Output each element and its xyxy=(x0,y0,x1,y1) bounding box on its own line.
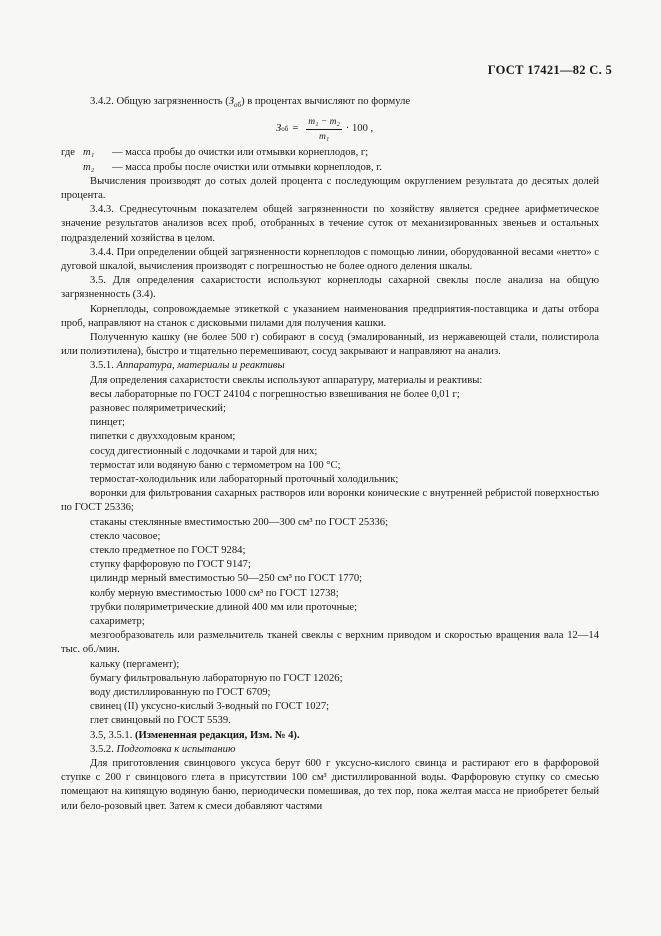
document-body xyxy=(61,95,599,814)
list-item: сахариметр; xyxy=(90,616,145,628)
list-item: бумагу фильтровальную лабораторную по ГОСТ 12026; xyxy=(90,672,343,684)
list-item: колбу мерную вместимостью 1000 см³ по ГОСТ 12738; xyxy=(90,587,339,599)
equipment-list xyxy=(61,388,599,729)
paragraph-pulp: Полученную кашку (не более 500 г) собирают в сосуд (эмалированный, из нержавеющей стали, полистирола или полиэтилена), быстро и тщательно перемешивают, сосуд закрывают и направляют на анализ. xyxy=(61,331,599,358)
list-item: стекло предметное по ГОСТ 9284; xyxy=(90,545,246,556)
section-3-5-1-intro: Для определения сахаристости свеклы используют аппаратуру, материалы и реактивы: xyxy=(90,374,483,386)
list-item: стекло часовое; xyxy=(90,530,161,542)
paragraph-roots: Корнеплоды, сопровождаемые этикеткой с указанием наименования предприятия-поставщика и даты отбора проб, направляют на станок с дисковыми пилами для получения кашки. xyxy=(61,303,599,329)
list-item: сосуд дигестионный с лодочками и тарой для них; xyxy=(90,445,318,457)
list-item: воду дистиллированную по ГОСТ 6709; xyxy=(90,687,271,699)
list-item: трубки поляриметрические длиной 400 мм или проточные; xyxy=(90,601,358,613)
section-3-4-4: 3.4.4. При определении общей загрязненности корнеплодов с помощью линии, оборудованной весами «нетто» с дуговой шкалой, вычисления производят с погрешностью не более одного деления шкалы. xyxy=(61,246,599,272)
paragraph-lead-acetate: Для приготовления свинцового уксуса берут 600 г уксусно-кислого свинца и растирают его в фарфоровой ступке с 200 г свинцового глета в присутствии 100 см³ дистиллированной воды. Фарфоровую ступку со смесью помещают на кипящую водяную баню, периодически помешивая, до тех пор, пока желтая масса не приобретет белый или бело-розовый цвет. Затем к смеси добавляют частями xyxy=(61,758,599,812)
section-3-5-1-heading: 3.5.1. Аппаратура, материалы и реактивы xyxy=(90,360,285,372)
where-m1: где m₁ — масса пробы до очистки или отмывки корнеплодов, г; xyxy=(61,147,369,159)
section-3-4-3: 3.4.3. Среднесуточным показателем общей загрязненности по хозяйству является среднее арифметическое значение результатов анализов всех проб, отобранных в течение суток от механизированных звеньев и остальных подразделений хозяйства в целом. xyxy=(61,204,599,244)
section-3-5: 3.5. Для определения сахаристости используют корнеплоды сахарной свеклы после анализа на общую загрязненность (3.4). xyxy=(61,275,599,301)
list-item: стаканы стеклянные вместимостью 200—300 см³ по ГОСТ 25336; xyxy=(90,516,389,528)
page-header: ГОСТ 17421—82 С. 5 xyxy=(487,63,612,77)
list-item: цилиндр мерный вместимостью 50—250 см³ по ГОСТ 1770; xyxy=(90,573,363,585)
formula-equals: = xyxy=(292,123,299,135)
list-item: термостат-холодильник или лабораторный проточный холодильник; xyxy=(90,473,399,485)
formula-lhs: З xyxy=(276,123,282,135)
section-3-4-2: 3.4.2. Общую загрязненность $(З_{об})$ в процентах вычисляют по формуле xyxy=(90,96,411,110)
formula-numerator: m₁ − m₂ xyxy=(306,115,342,130)
list-item: пипетки с двухходовым краном; xyxy=(90,431,236,443)
list-item: кальку (пергамент); xyxy=(90,658,180,670)
list-item: разновес поляриметрический; xyxy=(90,402,226,414)
list-item: весы лабораторные по ГОСТ 24104 с погрешностью взвешивания не более 0,01 г; xyxy=(90,388,460,400)
list-item: свинец (II) уксусно-кислый 3-водный по ГОСТ 1027; xyxy=(90,701,330,713)
section-3-5-2-heading: 3.5.2. Подготовка к испытанию xyxy=(90,743,236,755)
list-item: глет свинцовый по ГОСТ 5539. xyxy=(90,715,231,727)
list-item: воронки для фильтрования сахарных растворов или воронки конические с внутренней ребристой поверхностью по ГОСТ 25336; xyxy=(61,488,599,514)
edit-note: 3.5, 3.5.1. (Измененная редакция, Изм. № 4). xyxy=(90,729,300,741)
list-item: мезгообразователь или размельчитель тканей свеклы с верхним приводом и скоростью вращения вала 12—14 тыс. об./мин. xyxy=(61,630,599,656)
formula-denominator: m₁ xyxy=(318,131,330,142)
where-m2: m₂ — масса пробы после очистки или отмывки корнеплодов, г. xyxy=(83,161,382,173)
paragraph-rounding: Вычисления производят до сотых долей процента с последующим округлением результата до десятых долей процента. xyxy=(61,175,599,201)
formula-tail: · 100 , xyxy=(345,123,374,135)
list-item: пинцет; xyxy=(90,417,125,429)
list-item: термостат или водяную баню с термометром на 100 °С; xyxy=(90,459,341,471)
list-item: ступку фарфоровую по ГОСТ 9147; xyxy=(90,559,251,571)
formula-fraction xyxy=(306,115,342,144)
formula: З об = $\frac{\text{m₁ − m₂}}{\text{m₁}}$ · 100 , xyxy=(61,112,599,146)
